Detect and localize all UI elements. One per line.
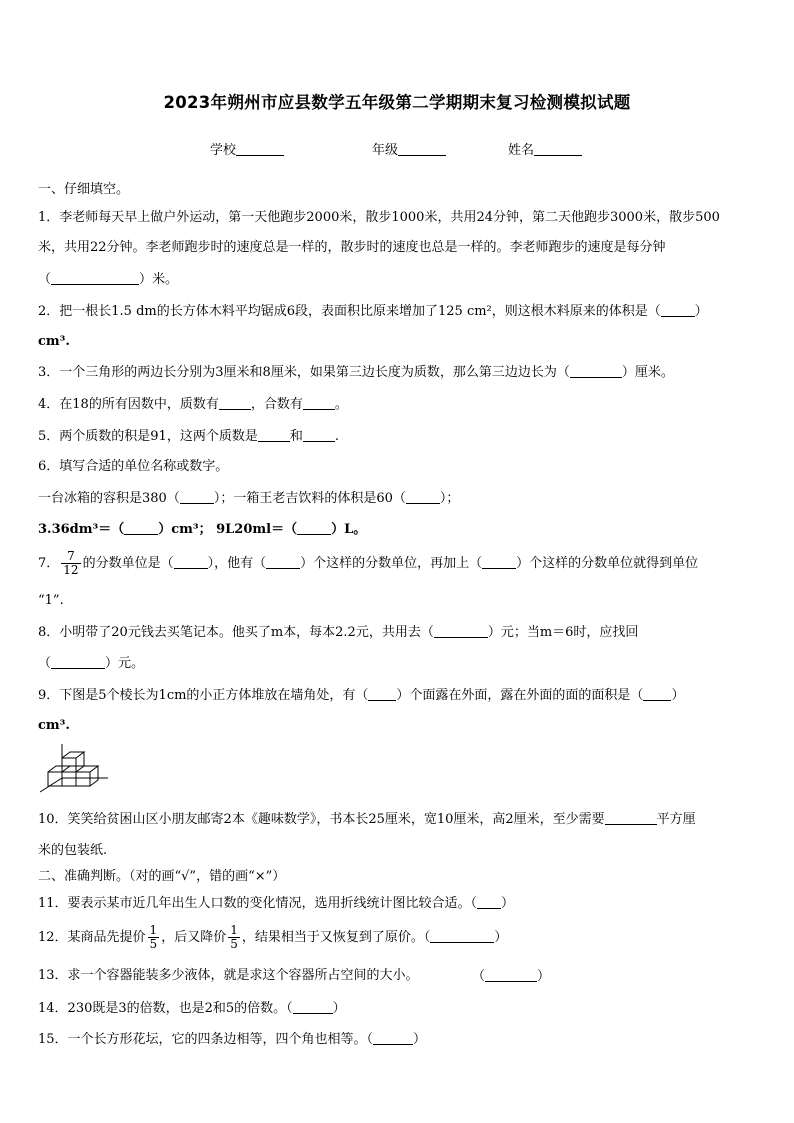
q11-close: ） [501, 896, 515, 911]
q13-answer [472, 968, 550, 985]
floor-diagonal-line [40, 778, 62, 792]
q6-l2-text-b: ）cm³； 9L20ml＝（ [158, 522, 298, 537]
q8-paren-close: ）元。 [105, 656, 145, 671]
q13-text: 13．求一个容器能装多少液体，就是求这个容器所占空间的大小。 [38, 968, 419, 983]
q2-answer-blank[interactable] [661, 303, 695, 317]
q7-frac-denominator: 12 [63, 563, 79, 577]
q13-paren-close: ） [537, 969, 551, 984]
q7-line2: “1”. [38, 593, 64, 608]
school-blank[interactable] [236, 142, 284, 156]
q7-frac-numerator: 7 [61, 550, 80, 564]
q7-number: 7． [38, 556, 60, 571]
q12-fraction-1 [148, 924, 160, 951]
q10-line1 [38, 811, 696, 828]
q12-fraction-2 [228, 924, 240, 951]
q8-blank-2[interactable] [51, 655, 105, 669]
q5-blank-1[interactable] [258, 428, 290, 442]
q8-line1 [38, 624, 638, 641]
section-2-heading: 二、准确判断。（对的画“√”，错的画“×”） [38, 869, 286, 884]
section-1-heading: 一、仔细填空。 [38, 182, 130, 197]
q15-text: 15．一个长方形花坛，它的四条边相等，四个角也相等。（ [38, 1032, 374, 1047]
q12-frac1-numerator: 1 [149, 923, 158, 937]
q9-line1 [38, 687, 684, 704]
q2-paren-close: ） [694, 304, 708, 319]
q4-text-c: 。 [334, 397, 348, 412]
q8-text-b: ）元；当m＝6时，应找回 [487, 625, 639, 640]
q9-text-c: ） [671, 688, 685, 703]
cube-front-2 [62, 772, 76, 786]
cube-top-layer-top [62, 752, 84, 758]
q7-fraction [61, 550, 80, 577]
q12-close: ） [494, 930, 508, 945]
q14-blank[interactable] [293, 1000, 333, 1014]
q13-blank[interactable] [485, 968, 537, 982]
q6-line1 [38, 490, 459, 507]
q9-text-b: ）个面露在外面，露在外面的面的面积是（ [396, 688, 644, 703]
q15-blank[interactable] [373, 1031, 413, 1045]
q12-text-c: ，结果相当于又恢复到了原价。（ [241, 930, 431, 945]
q11-text: 11．要表示某市近几年出生人口数的变化情况，选用折线统计图比较合适。（ [38, 896, 478, 911]
q11-blank[interactable] [477, 895, 501, 909]
name-field [508, 142, 582, 159]
grade-blank[interactable] [398, 142, 446, 156]
q12-frac2-denominator: 5 [230, 937, 238, 951]
q8-blank-1[interactable] [434, 624, 488, 638]
q3-text: 3．一个三角形的两边长分别为3厘米和8厘米，如果第三边长度为质数，那么第三边边长为（ [38, 365, 570, 380]
q13-paren-open: （ [472, 969, 486, 984]
q7-blank-3[interactable] [482, 555, 516, 569]
exam-title: 2023年朔州市应县数学五年级第二学期期末复习检测模拟试题 [163, 93, 631, 112]
q1-line1: 1．李老师每天早上做户外运动，第一天他跑步2000米，散步1000米，共用24分钟，第二天他跑步3000米，散步500 [38, 210, 720, 225]
q3-answer-blank[interactable] [570, 364, 622, 378]
q3-line [38, 364, 674, 381]
q5-text-c: . [334, 429, 339, 444]
q12-blank[interactable] [430, 929, 494, 943]
q5-text-a: 5．两个质数的积是91，这两个质数是 [38, 429, 258, 444]
q4-text-a: 4．在18的所有因数中，质数有 [38, 397, 219, 412]
q2-unit: cm³. [38, 334, 70, 349]
q7-text-d: ）个这样的分数单位就得到单位 [516, 556, 699, 571]
q10-line2: 米的包装纸. [38, 843, 108, 858]
q9-unit: cm³. [38, 718, 70, 733]
q9-blank-1[interactable] [368, 687, 396, 701]
q7-text-b: ），他有（ [207, 556, 267, 571]
school-field [210, 142, 284, 159]
cube-top-edge-1 [62, 766, 70, 772]
q6-line2 [38, 521, 366, 538]
q11-line [38, 895, 514, 912]
q10-blank[interactable] [605, 811, 657, 825]
q12-frac1-denominator: 5 [149, 937, 158, 951]
q6-l2-text-c: ）L。 [331, 522, 367, 537]
q10-text-a: 10．笑笑给贫困山区小朋友邮寄2本《趣味数学》，书本长25厘米，宽10厘米，高2厘米，至少需要 [38, 812, 605, 827]
q15-close: ） [413, 1032, 427, 1047]
q8-line2 [38, 655, 144, 672]
q7-blank-2[interactable] [266, 555, 300, 569]
q15-line [38, 1031, 426, 1048]
q14-text: 14．230既是3的倍数，也是2和5的倍数。（ [38, 1001, 293, 1016]
q14-line [38, 1000, 346, 1017]
grade-field [372, 142, 446, 159]
q7-line1 [38, 546, 698, 582]
q10-text-b: 平方厘 [656, 812, 696, 827]
q1-paren-close: ）米。 [139, 272, 179, 287]
q14-close: ） [332, 1001, 346, 1016]
q5-line [38, 428, 339, 445]
stacked-cubes-figure [36, 742, 110, 794]
q2-line1 [38, 303, 708, 320]
q6-l1-text-c: ）； [439, 491, 460, 506]
q12-text-a: 12．某商品先提价 [38, 930, 146, 945]
name-blank[interactable] [534, 142, 582, 156]
q12-text-b: ，后又降价 [161, 930, 227, 945]
q1-answer-blank[interactable] [51, 271, 139, 285]
q1-paren-open: （ [38, 272, 52, 287]
q8-text-a: 8．小明带了20元钱去买笔记本。他买了m本，每本2.2元，共用去（ [38, 625, 434, 640]
q4-blank-1[interactable] [219, 396, 251, 410]
name-label: 姓名 [508, 143, 535, 158]
grade-label: 年级 [372, 143, 399, 158]
q3-close: ）厘米。 [621, 365, 674, 380]
school-label: 学校 [210, 143, 237, 158]
q9-text-a: 9．下图是5个棱长为1cm的小正方体堆放在墙角处，有（ [38, 688, 369, 703]
q4-text-b: ，合数有 [250, 397, 303, 412]
cube-front-3 [76, 772, 90, 786]
q7-blank-1[interactable] [174, 555, 208, 569]
q6-intro: 6．填写合适的单位名称或数字。 [38, 459, 229, 474]
cube-top-faces [48, 766, 98, 772]
q12-frac2-numerator: 1 [230, 923, 238, 937]
q7-text-c: ）个这样的分数单位，再加上（ [300, 556, 483, 571]
q9-blank-2[interactable] [643, 687, 671, 701]
q7-text-a: 的分数单位是（ [82, 556, 174, 571]
q2-text: 2．把一根长1.5 dm的长方体木料平均锯成6段，表面积比原来增加了125 cm²，则这根木料原来的体积是（ [38, 304, 661, 319]
cube-top-edge-2 [76, 766, 84, 772]
q8-paren-open: （ [38, 656, 52, 671]
q5-blank-2[interactable] [303, 428, 335, 442]
q6-blank-2[interactable] [406, 490, 440, 504]
q13-line [38, 968, 419, 984]
q6-blank-4[interactable] [297, 521, 331, 535]
q6-l1-text-a: 一台冰箱的容积是380（ [38, 491, 180, 506]
q1-line3 [38, 271, 178, 288]
q12-line [38, 920, 507, 956]
q6-blank-1[interactable] [180, 490, 214, 504]
q4-blank-2[interactable] [303, 396, 335, 410]
q1-line2: 米，共用22分钟。李老师跑步时的速度总是一样的，散步时的速度也总是一样的。李老师跑步的速度是每分钟 [38, 240, 666, 255]
q5-text-b: 和 [289, 429, 303, 444]
q6-l1-text-b: ）；一箱王老吉饮料的体积是60（ [213, 491, 406, 506]
q6-l2-text-a: 3.36dm³＝（ [38, 522, 125, 537]
q4-line [38, 396, 348, 413]
q6-blank-3[interactable] [124, 521, 158, 535]
